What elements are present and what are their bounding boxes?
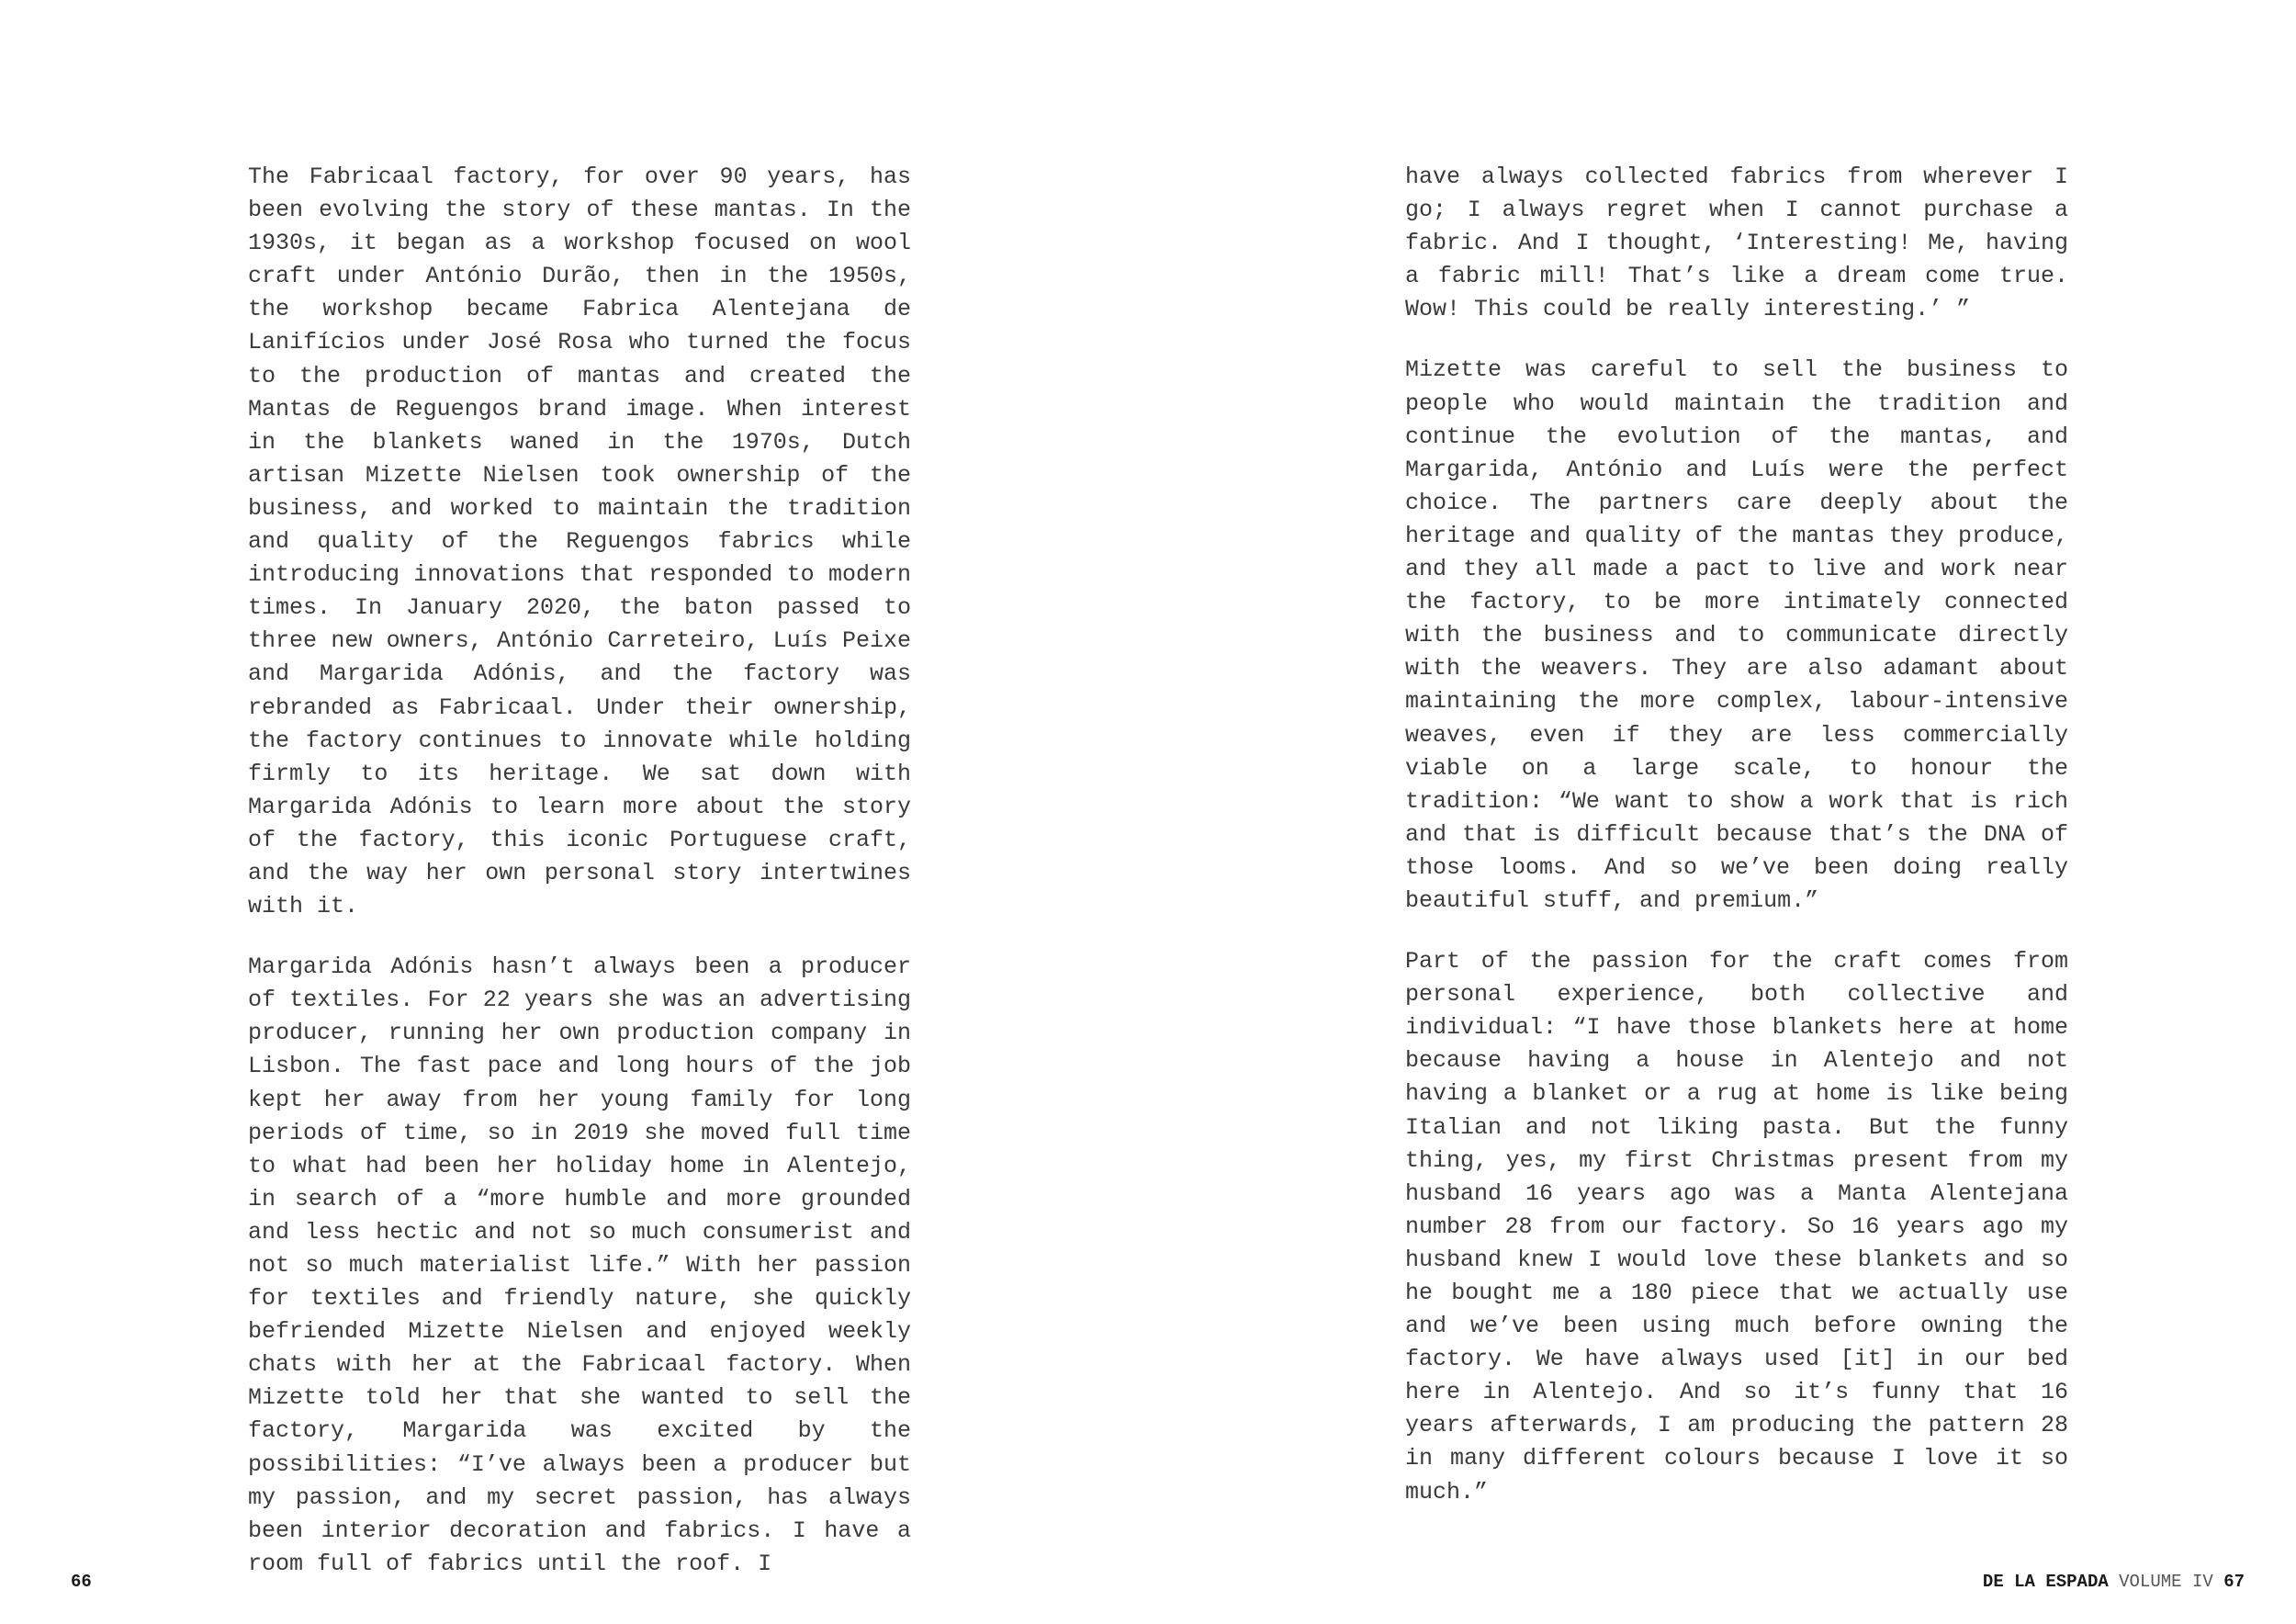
left-page-number: 66 [71, 1572, 92, 1592]
volume-label: VOLUME IV [2119, 1572, 2213, 1592]
right-paragraph-3: Part of the passion for the craft comes from personal experience, both collective and individual: “I have those blankets here at home because having a house in Alentejo and not having a blanket or a rug at home is like being Italian and not liking pasta. But the funny thing, yes, my first Christmas present from my husband 16 years ago was a Manta Alentejana number 28 from our factory. So 16 years ago my husband knew I would love these blankets and so he bought me a 180 piece that we actually use and we’ve been using much before owning the factory. We have always used [it] in our bed here in Alentejo. And so it’s funny that 16 years afterwards, I am producing the pattern 28 in many different colours because I love it so much.” [1405, 948, 2068, 1506]
right-paragraph-2: Mizette was careful to sell the business to people who would maintain the tradition and continue the evolution of the mantas, and Margarida, António and Luís were the perfect choice. The partners care deeply about the heritage and quality of the mantas they produce, and they all made a pact to live and work near the factory, to be more intimately connected with the business and to communicate directly with the weavers. They are also adamant about maintaining the more complex, labour-intensive weaves, even if they are less commercially viable on a large scale, to honour the tradition: “We want to show a work that is rich and that is difficult because that’s the DNA of those looms. And so we’ve been doing really beautiful stuff, and premium.” [1405, 356, 2068, 914]
left-paragraph-1: The Fabricaal factory, for over 90 years, has been evolving the story of these mantas. In the 1930s, it began as a workshop focused on wool craft under António Durão, then in the 1950s, the workshop became Fabrica Alentejana de Lanifícios under José Rosa who turned the focus to the production of mantas and created the Mantas de Reguengos brand image. When interest in the blankets waned in the 1970s, Dutch artisan Mizette Nielsen took ownership of the business, and worked to maintain the tradition and quality of the Reguengos fabrics while introducing innovations that responded to modern times. In January 2020, the baton passed to three new owners, António Carreteiro, Luís Peixe and Margarida Adónis, and the factory was rebranded as Fabricaal. Under their ownership, the factory continues to innovate while holding firmly to its heritage. We sat down with Margarida Adónis to learn more about the story of the factory, this iconic Portuguese craft, and the way her own personal story intertwines with it. [248, 164, 911, 920]
right-page-number: 67 [2223, 1572, 2245, 1592]
left-page-column [248, 161, 911, 1608]
right-page-column [1405, 161, 2068, 1537]
right-page-footer [1983, 1571, 2245, 1593]
right-paragraph-1: have always collected fabrics from wherever I go; I always regret when I cannot purchase a fabric. And I thought, ‘Interesting! Me, having a fabric mill! That’s like a dream come true. Wow! This could be really interesting.’ ” [1405, 164, 2068, 323]
publication-name: DE LA ESPADA [1982, 1572, 2109, 1592]
left-paragraph-2: Margarida Adónis hasn’t always been a producer of textiles. For 22 years she was an advertising producer, running her own production company in Lisbon. The fast pace and long hours of the job kept her away from her young family for long periods of time, so in 2019 she moved full time to what had been her holiday home in Alentejo, in search of a “more humble and more grounded and less hectic and not so much consumerist and not so much materialist life.” With her passion for textiles and friendly nature, she quickly befriended Mizette Nielsen and enjoyed weekly chats with her at the Fabricaal factory. When Mizette told her that she wanted to sell the factory, Margarida was excited by the possibilities: “I’ve always been a producer but my passion, and my secret passion, has always been interior decoration and fabrics. I have a room full of fabrics until the roof. I [248, 953, 911, 1577]
